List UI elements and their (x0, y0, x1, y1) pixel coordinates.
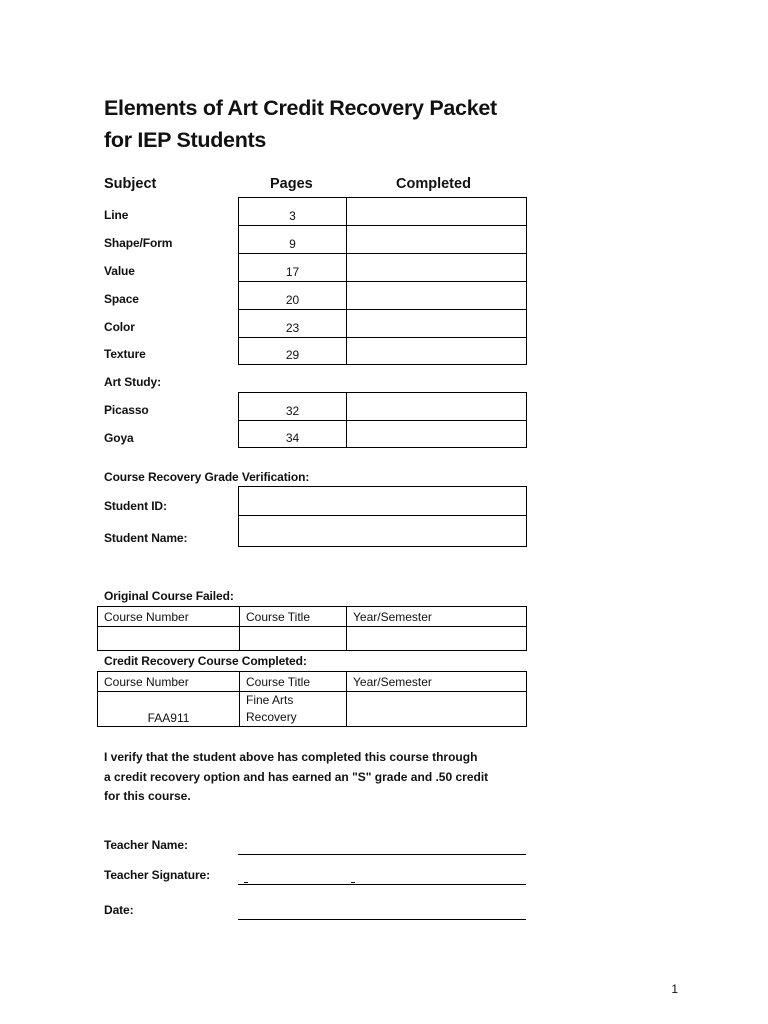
page-number: 1 (671, 982, 678, 996)
subject-label-line: Line (104, 208, 129, 222)
table-row (98, 692, 527, 727)
completed-cell[interactable] (347, 254, 527, 282)
recovery-course-number: FAA911 (98, 692, 240, 727)
completed-cell[interactable] (347, 393, 527, 421)
student-id-label: Student ID: (104, 499, 167, 513)
pages-header: Pages (270, 176, 313, 192)
original-course-number-field[interactable] (98, 627, 240, 651)
art-study-table (238, 392, 527, 448)
completed-header: Completed (396, 176, 471, 192)
date-line[interactable] (238, 919, 526, 920)
table-row (239, 421, 527, 448)
pages-cell: 23 (239, 310, 347, 338)
subject-label-space: Space (104, 292, 139, 306)
page-title (104, 92, 497, 156)
subject-label-color: Color (104, 320, 135, 334)
student-name-label: Student Name: (104, 531, 188, 545)
recovery-course-title-line-1: Fine Arts (246, 693, 294, 707)
signature-tick (351, 882, 355, 883)
art-study-label: Art Study: (104, 375, 161, 389)
course-number-header: Course Number (98, 607, 240, 627)
pages-cell: 29 (239, 338, 347, 365)
table-row (239, 487, 527, 516)
art-study-label-picasso: Picasso (104, 403, 149, 417)
subject-header: Subject (104, 176, 157, 192)
table-row (98, 627, 527, 651)
teacher-name-label: Teacher Name: (104, 838, 188, 852)
title-line-1: Elements of Art Credit Recovery Packet (104, 96, 497, 120)
year-semester-header: Year/Semester (347, 672, 527, 692)
pages-cell: 3 (239, 198, 347, 226)
pages-cell: 17 (239, 254, 347, 282)
verification-line-1: I verify that the student above has completed this course through (104, 750, 478, 764)
table-row (239, 198, 527, 226)
course-title-header: Course Title (240, 607, 347, 627)
table-row (239, 226, 527, 254)
recovery-year-semester-field[interactable] (347, 692, 527, 727)
recovery-course-title-line-2: Recovery (246, 710, 297, 724)
original-course-title-field[interactable] (240, 627, 347, 651)
signature-tick (244, 882, 248, 883)
student-info-table (238, 486, 527, 547)
completed-cell[interactable] (347, 226, 527, 254)
subject-label-value: Value (104, 264, 135, 278)
verification-line-2: a credit recovery option and has earned an "S" grade and .50 credit (104, 769, 489, 784)
teacher-name-line[interactable] (238, 854, 526, 855)
pages-cell: 32 (239, 393, 347, 421)
title-line-2: for IEP Students (104, 128, 267, 152)
table-row (239, 282, 527, 310)
pages-cell: 20 (239, 282, 347, 310)
table-row (239, 254, 527, 282)
table-row (239, 516, 527, 547)
pages-cell: 9 (239, 226, 347, 254)
table-row (98, 672, 527, 692)
verification-line-3: for this course. (104, 789, 191, 803)
original-course-label: Original Course Failed: (104, 589, 234, 603)
recovery-course-title (240, 692, 347, 727)
completed-cell[interactable] (347, 310, 527, 338)
table-row (98, 607, 527, 627)
student-id-field[interactable] (239, 487, 527, 516)
subject-label-shape-form: Shape/Form (104, 236, 173, 250)
completed-cell[interactable] (347, 198, 527, 226)
table-row (239, 393, 527, 421)
date-label: Date: (104, 903, 134, 917)
teacher-signature-label: Teacher Signature: (104, 868, 211, 882)
completed-cell[interactable] (347, 421, 527, 448)
verification-statement (104, 748, 488, 807)
course-number-header: Course Number (98, 672, 240, 692)
pages-cell: 34 (239, 421, 347, 448)
completed-cell[interactable] (347, 338, 527, 365)
teacher-signature-line[interactable] (238, 884, 526, 885)
completed-cell[interactable] (347, 282, 527, 310)
student-name-field[interactable] (239, 516, 527, 547)
table-row (239, 338, 527, 365)
recovery-course-label: Credit Recovery Course Completed: (104, 654, 307, 668)
course-title-header: Course Title (240, 672, 347, 692)
art-study-label-goya: Goya (104, 431, 134, 445)
original-year-semester-field[interactable] (347, 627, 527, 651)
verification-label: Course Recovery Grade Verification: (104, 470, 310, 484)
recovery-course-table (97, 671, 527, 727)
original-course-table (97, 606, 527, 651)
subjects-table (238, 197, 527, 365)
subject-label-texture: Texture (104, 347, 146, 361)
table-row (239, 310, 527, 338)
year-semester-header: Year/Semester (347, 607, 527, 627)
